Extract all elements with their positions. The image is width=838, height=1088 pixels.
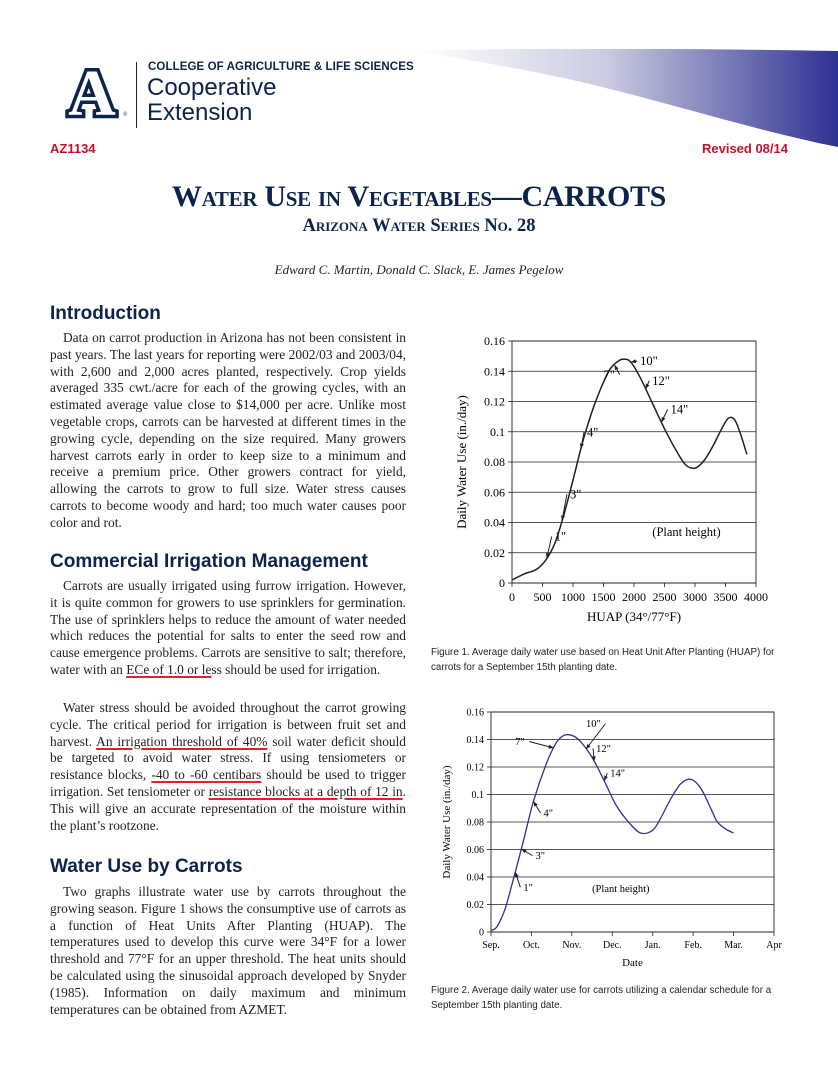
y-tick-label: 0.1 (471, 789, 484, 801)
annotation-arrow (515, 872, 520, 887)
x-tick-label: 0 (509, 590, 515, 604)
intro-paragraph: Data on carrot production in Arizona has not been consistent in past years. The last years for reporting were 2002/03 and 2003/04, with 2,600 and 2,000 acres planted, respectively. Crop yields averaged 335 cwt./acre for each of the growing cycles, with an estimated average value close to $14,000 per acre. Unlike most vegetable crops, carrots can be harvested at different times in the growing cycle, depending on the size required. Many growers harvest carrots early in order to keep size to a minimum and receive a premium price. Other growers contract for yield, allowing the carrots to grow to full size. Water stress causes carrots to become woody and hard; too much water causes poor color and rot. (50, 330, 406, 530)
heading-irrigation: Commercial Irrigation Management (50, 551, 368, 572)
x-tick-label: Mar. (724, 940, 743, 951)
y-axis-label: Daily Water Use (in./day) (441, 765, 453, 879)
x-tick-label: 2500 (652, 590, 677, 604)
y-tick-label: 0.06 (484, 485, 505, 500)
highlight-threshold: An irrigation threshold of 40% (96, 733, 268, 749)
x-tick-label: Nov. (562, 940, 582, 951)
y-tick-label: 0.06 (466, 844, 484, 856)
page-title: Water Use in Vegetables—CARROTS (171, 180, 667, 213)
x-tick-label: Sep. (482, 940, 500, 951)
figure-1-chart (430, 325, 810, 635)
annotation-label: 14" (670, 402, 689, 417)
university-logo (62, 61, 128, 123)
y-tick-label: 0.14 (484, 364, 505, 379)
x-tick-label: 4000 (744, 590, 768, 604)
irrigation-paragraph-1: Carrots are usually irrigated using furrow irrigation. However, it is quite common for growers to use sprinklers for germination. The use of sprinklers helps to reduce the amount of water needed which reduces the potential for salts to enter the seed row and cause emergence problems. Carrots are sensitive to salt; therefore, water with an ECe of 1.0 or less should be used for irrigation. (50, 578, 406, 677)
figure-1-caption: Figure 1. Average daily water use based on Heat Unit After Planting (HUAP) for carrots for a September 15th planting date. (431, 647, 775, 673)
y-tick-label: 0.08 (466, 817, 484, 829)
figure-2-caption: Figure 2. Average daily water use for carrots utilizing a calendar schedule for a September 15th planting date. (431, 985, 772, 1011)
college-name: COLLEGE OF AGRICULTURE & LIFE SCIENCES (148, 61, 414, 73)
coop-line1: Cooperative (147, 74, 277, 101)
coop-line2: Extension (147, 99, 253, 126)
x-tick-label: 3500 (713, 590, 738, 604)
annotation-label: (Plant height) (652, 525, 721, 540)
heading-introduction: Introduction (50, 303, 161, 324)
annotation-label: 10" (640, 354, 658, 369)
x-tick-label: Feb. (684, 940, 702, 951)
cooperative-extension-wordmark (147, 75, 276, 125)
authors: Edward C. Martin, Donald C. Slack, E. James Pegelow (274, 262, 564, 277)
y-axis-label: Daily Water Use (in./day) (454, 395, 469, 529)
annotation-label: 7" (603, 367, 615, 382)
annotation-label: 10" (586, 719, 601, 731)
water-use-paragraph: Two graphs illustrate water use by carrots throughout the growing season. Figure 1 shows the consumptive use of carrots as a function of Heat Units After Planting (HUAP). The temperatures used to develop this curve were 34°F for a lower threshold and 77°F for an upper threshold. The heat units should be calculated using the sinusoidal approach developed by Snyder (1985). Information on daily maximum and minimum temperatures can be obtained from AZMET. (50, 884, 406, 1017)
x-tick-label: 3000 (683, 590, 707, 604)
y-tick-label: 0 (499, 576, 505, 590)
annotation-label: 3" (535, 851, 546, 863)
y-tick-label: 0.1 (490, 424, 505, 439)
highlight-depth: resistance blocks at a depth of 12 in (208, 783, 403, 799)
x-tick-label: 1000 (561, 590, 585, 604)
heading-water-use: Water Use by Carrots (50, 856, 243, 877)
y-tick-label: 0.08 (484, 455, 505, 469)
annotation-arrow (521, 849, 532, 856)
revision-date: Revised 08/14 (701, 141, 788, 156)
annotation-label: 1" (554, 529, 567, 544)
highlight-ece: ECe of 1.0 or le (126, 661, 212, 677)
annotation-arrow (661, 409, 667, 422)
x-tick-label: 500 (533, 590, 552, 604)
y-tick-label: 0 (479, 927, 484, 939)
x-tick-label: Dec. (602, 940, 622, 951)
y-tick-label: 0.04 (466, 872, 484, 884)
figure-2-chart (430, 700, 810, 975)
y-tick-label: 0.12 (484, 394, 505, 409)
annotation-label: 3" (569, 487, 582, 502)
annotation-arrow (646, 381, 650, 389)
x-tick-label: Apr (766, 940, 782, 951)
header-swoosh (418, 49, 838, 149)
x-tick-label: 1500 (591, 590, 616, 604)
annotation-label: 14" (610, 768, 626, 780)
y-tick-label: 0.04 (484, 515, 505, 530)
y-tick-label: 0.02 (484, 545, 505, 560)
x-tick-label: Jan. (644, 940, 661, 951)
x-axis-label: HUAP (34°/77°F) (586, 609, 682, 624)
document-number: AZ1134 (50, 141, 96, 156)
x-tick-label: 2000 (622, 590, 646, 604)
y-tick-label: 0.16 (466, 707, 484, 719)
annotation-arrow (614, 365, 619, 375)
annotation-arrow (533, 801, 540, 813)
annotation-label: 12" (652, 373, 670, 388)
irrigation-paragraph-2: Water stress should be avoided throughout the carrot growing cycle. The critical period for irrigation is between fruit set and harvest. An irrigation threshold of 40% soil water deficit should be targeted to avoid water stress. If using tensiometers or resistance blocks, -40 to -60 centibars should be used to trigger irrigation. Set tensiometer or resistance blocks at a depth of 12 in. This will give an accurate representation of the moisture within the plant’s rootzone. (50, 700, 407, 833)
annotation-arrow (604, 773, 607, 781)
annotation-label: 4" (543, 808, 554, 820)
annotation-arrow (631, 361, 637, 362)
highlight-centibars: -40 to -60 centibars (151, 767, 262, 783)
annotation-label: 12" (596, 743, 611, 755)
annotation-label: 4" (587, 425, 599, 440)
y-tick-label: 0.02 (466, 899, 484, 911)
y-tick-label: 0.12 (466, 762, 484, 774)
y-tick-label: 0.16 (484, 334, 505, 348)
y-tick-label: 0.14 (466, 734, 484, 746)
annotation-label: 1" (523, 882, 533, 894)
x-axis-label: Date (622, 957, 643, 969)
water-use-series-line (491, 735, 734, 931)
annotation-arrow (529, 742, 553, 749)
logo-registered-mark: ® (123, 112, 128, 118)
annotation-label: (Plant height) (592, 884, 650, 896)
x-tick-label: Oct. (522, 940, 540, 951)
logo-letter: A (68, 61, 116, 123)
header-divider (136, 62, 137, 128)
water-use-series-line (512, 359, 747, 580)
page-subtitle: Arizona Water Series No. 28 (302, 216, 536, 236)
annotation-label: 7" (515, 737, 525, 748)
